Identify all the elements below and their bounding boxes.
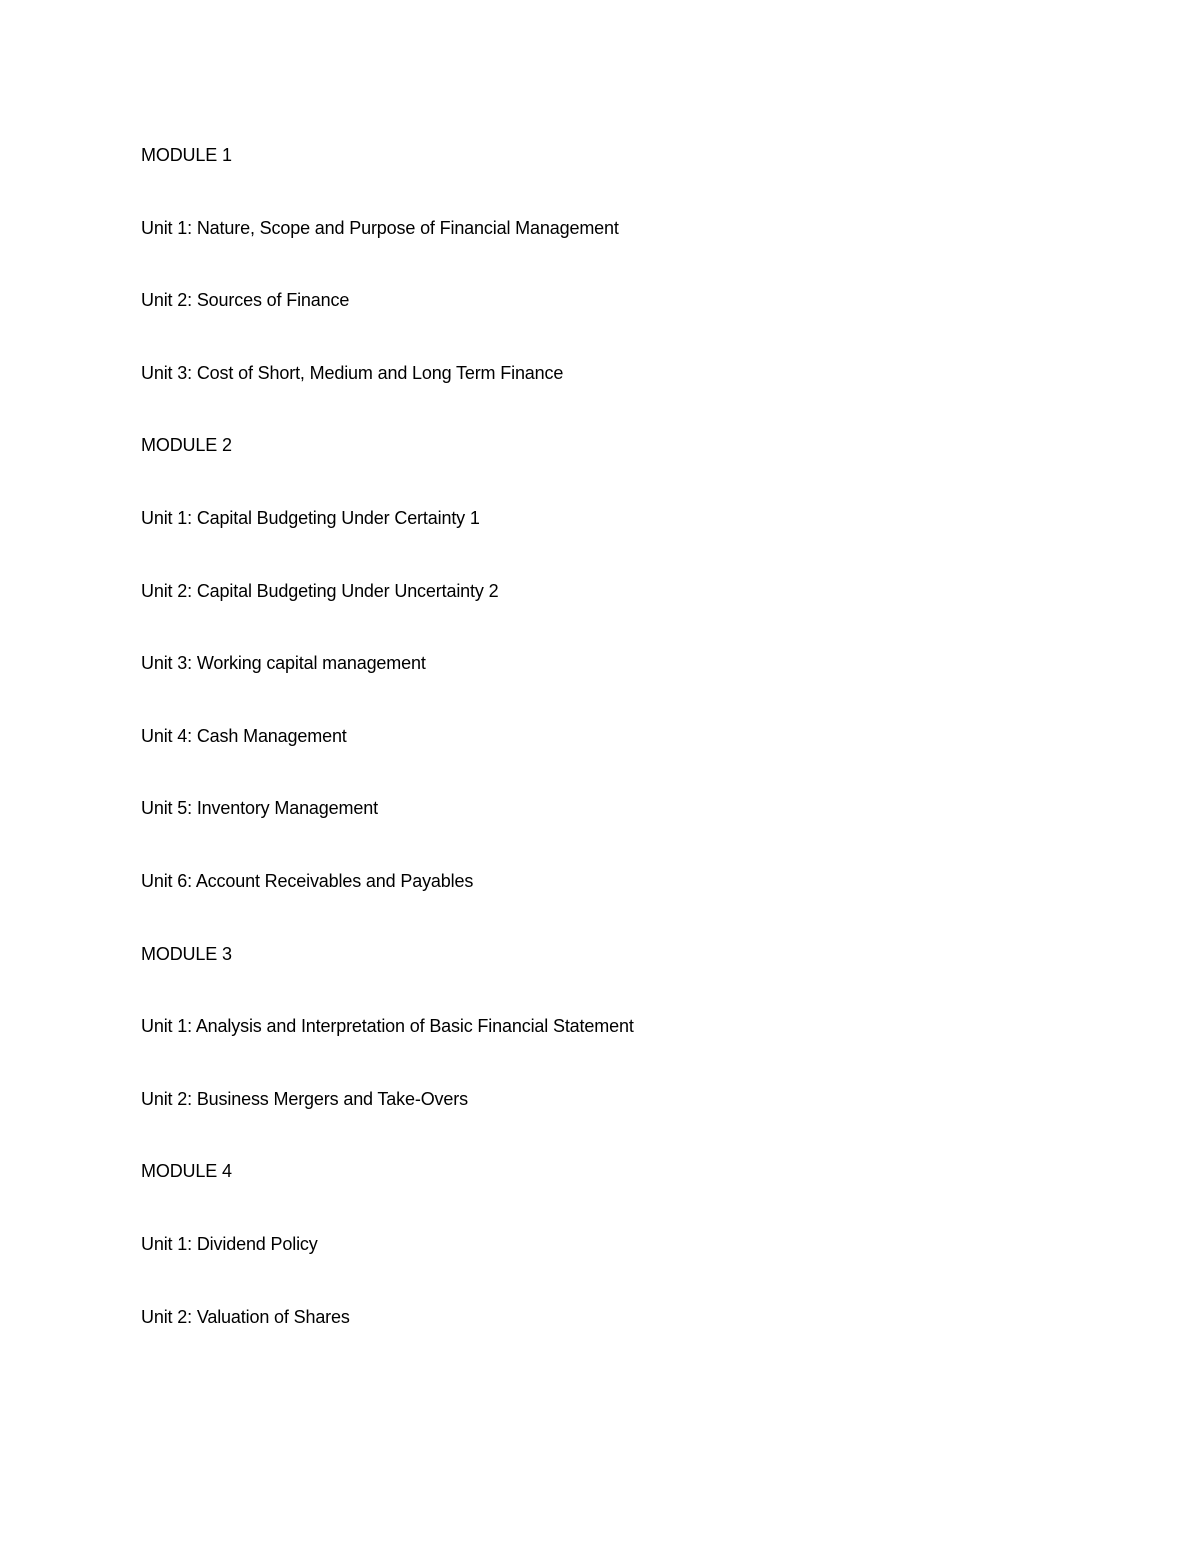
- module-heading: MODULE 1: [141, 145, 232, 165]
- module-heading: MODULE 3: [141, 943, 232, 964]
- unit-item: Unit 4: Cash Management: [141, 725, 347, 746]
- unit-item: Unit 2: Sources of Finance: [141, 290, 350, 311]
- unit-item: Unit 5: Inventory Management: [141, 798, 378, 819]
- unit-item: Unit 3: Cost of Short, Medium and Long Term Finance: [141, 362, 564, 383]
- unit-item: Unit 6: Account Receivables and Payables: [141, 870, 474, 891]
- unit-item: Unit 1: Analysis and Interpretation of Basic Financial Statement: [141, 1016, 634, 1037]
- unit-item: Unit 1: Nature, Scope and Purpose of Financial Management: [141, 217, 619, 238]
- unit-item: Unit 1: Capital Budgeting Under Certainty 1: [141, 507, 480, 528]
- unit-item: Unit 2: Business Mergers and Take-Overs: [141, 1088, 468, 1109]
- module-heading: MODULE 4: [141, 1161, 232, 1182]
- course-outline: [141, 143, 1121, 1377]
- unit-item: Unit 1: Dividend Policy: [141, 1233, 318, 1254]
- module-heading: MODULE 2: [141, 435, 232, 456]
- unit-item: Unit 3: Working capital management: [141, 653, 426, 674]
- unit-item: Unit 2: Valuation of Shares: [141, 1306, 350, 1327]
- unit-item: Unit 2: Capital Budgeting Under Uncertainty 2: [141, 580, 499, 601]
